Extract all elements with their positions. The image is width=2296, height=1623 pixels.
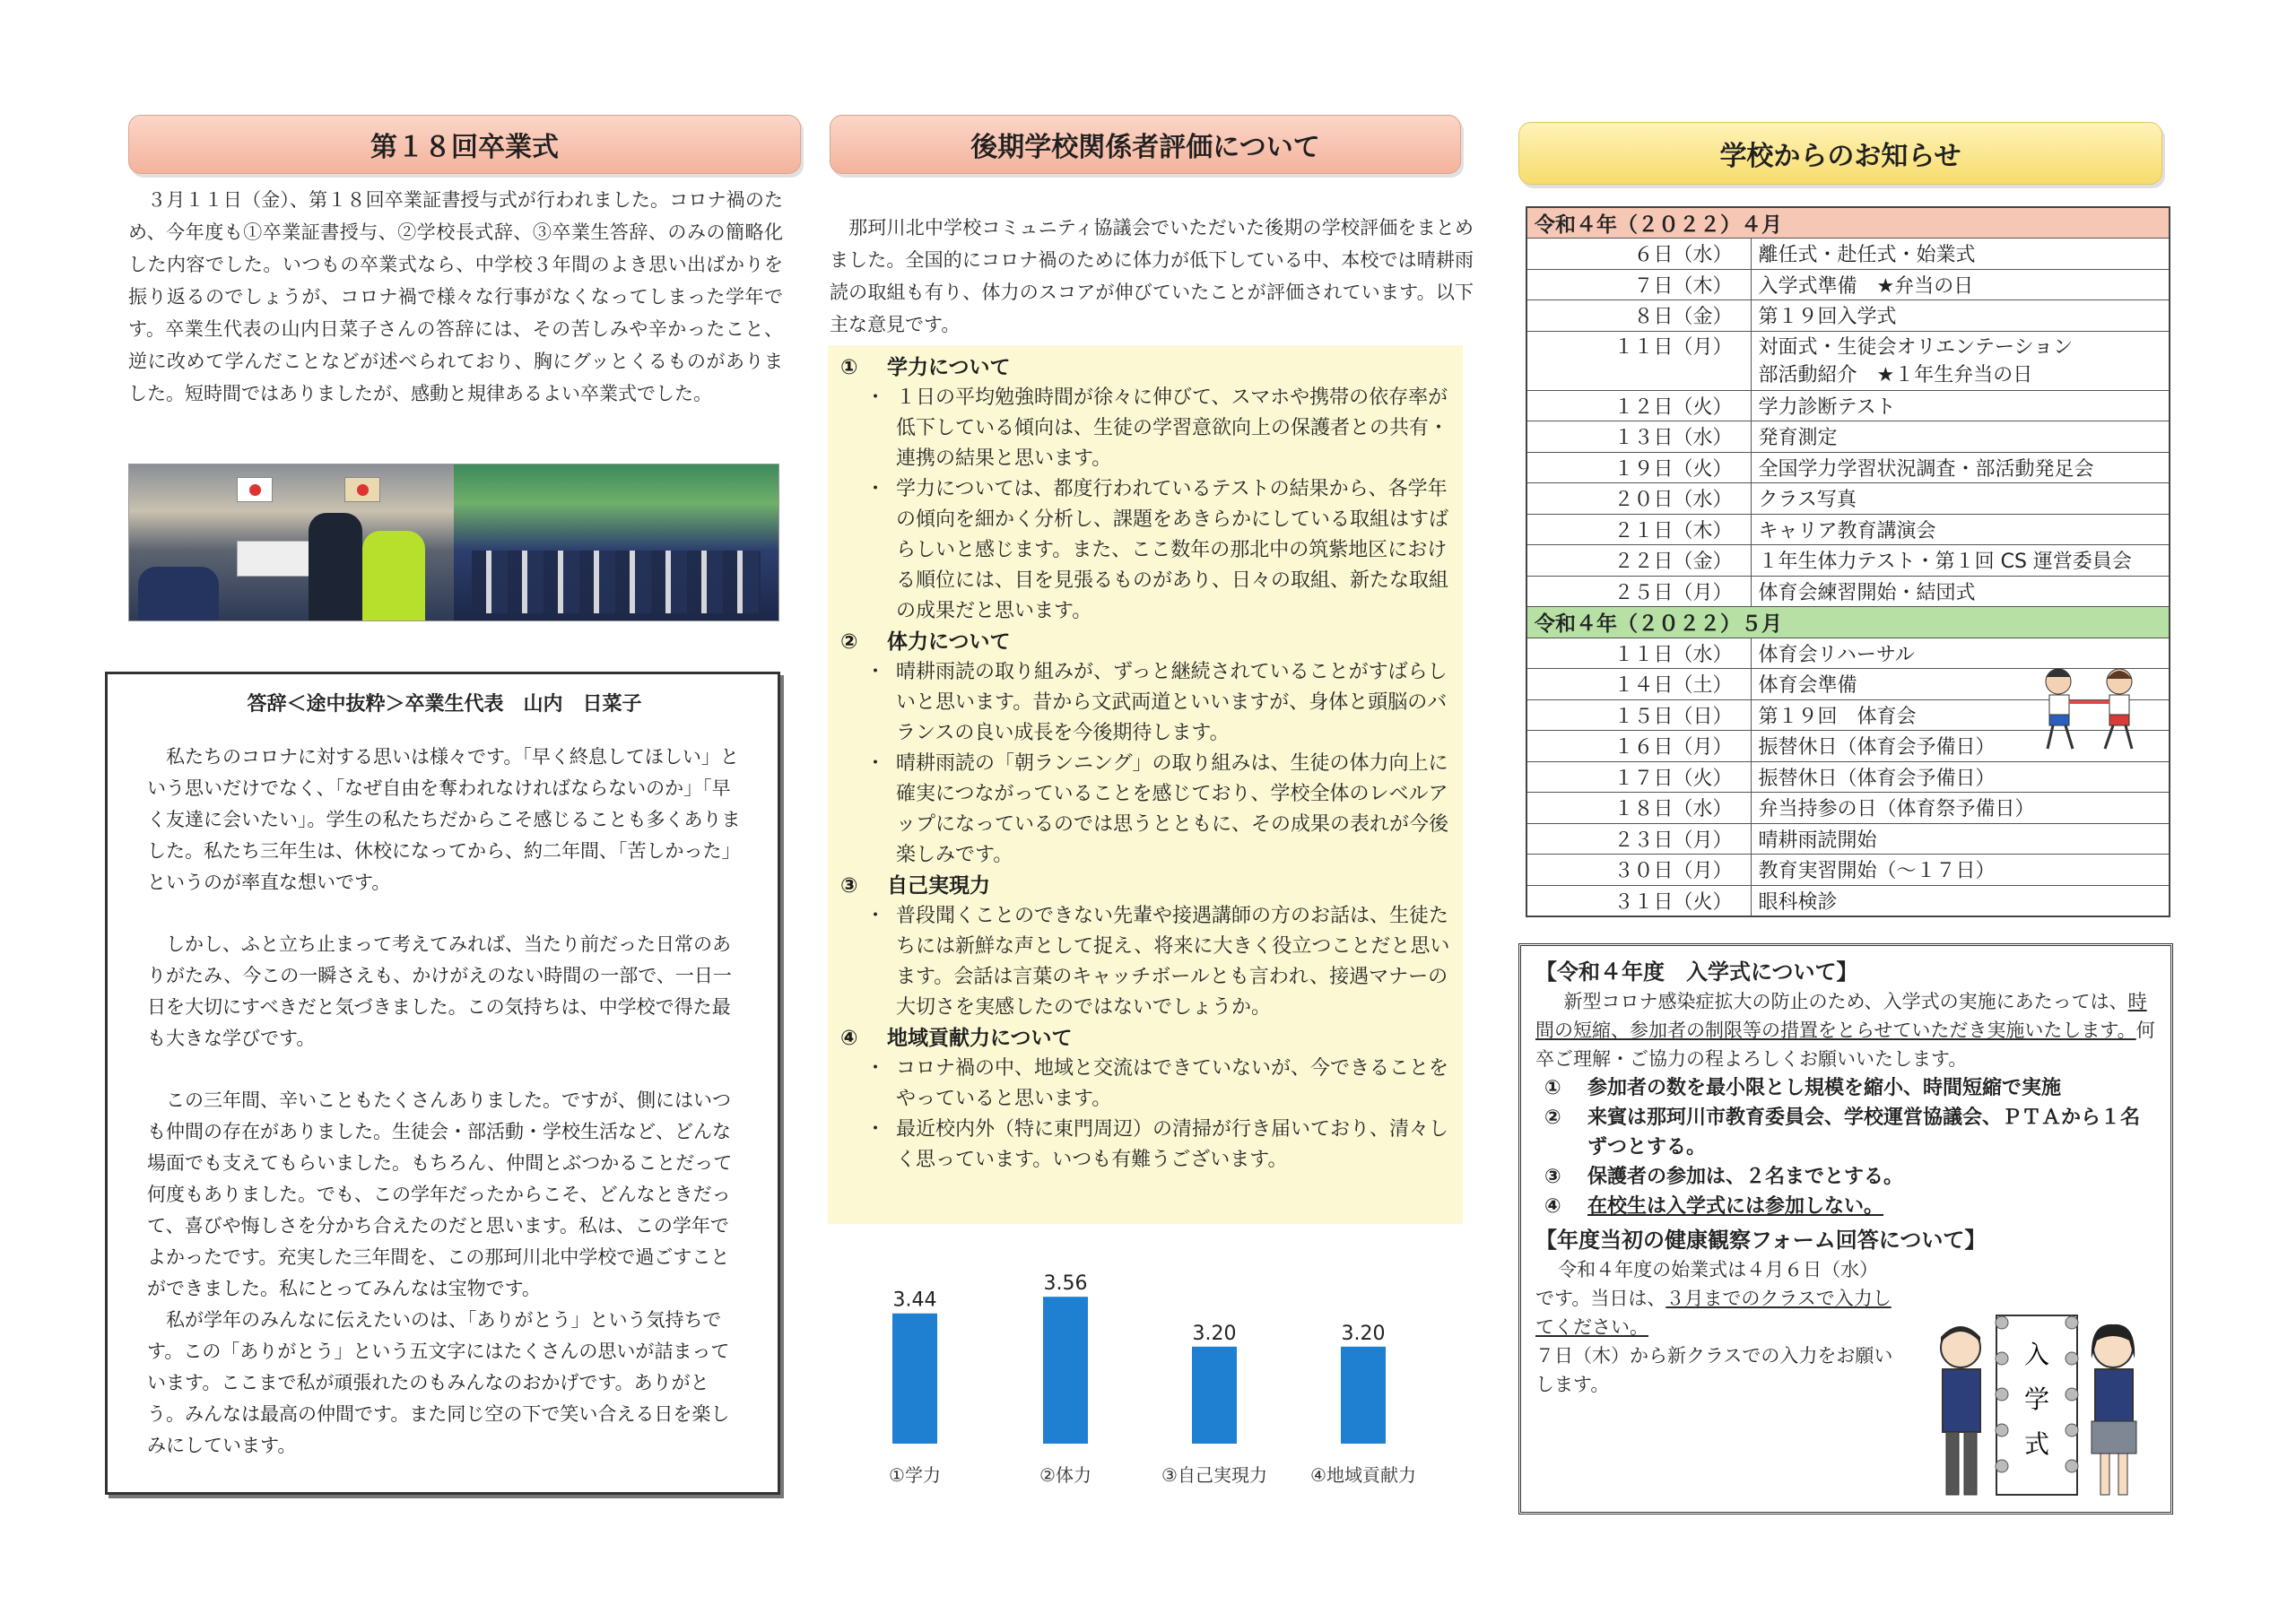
schedule-table	[1526, 206, 2170, 917]
speech-paragraph: しかし、ふと立ち止まって考えてみれば、当たり前だった日常のありがたみ、今この一瞬さえも、かけがえのない時間の一部で、一日一日を大切にすべきだと気づきました。この気持ちは、中学校で得た最も大きな学びです。	[147, 933, 732, 1049]
students-group-photo	[454, 464, 778, 621]
opinion-item: ・ 晴耕雨読の取り組みが、ずっと継続されていることがすばらしいと思います。昔から文武両道といいますが、身体と頭脳のバランスの良い成長を今後期待します。	[865, 661, 1448, 744]
schedule-date: ２０日（水）	[1526, 483, 1751, 515]
entrance-ceremony-illustration	[1925, 1305, 2149, 1509]
schedule-date: １６日（月）	[1526, 731, 1751, 762]
schedule-date: ２３日（月）	[1526, 823, 1751, 855]
health-form-title: 【年度当初の健康観察フォーム回答について】	[1535, 1228, 1987, 1253]
schedule-event: 全国学力学習状況調査・部活動発足会	[1751, 452, 2170, 483]
chart-value-label: 3.56	[1043, 1272, 1088, 1296]
schedule-event: 発育測定	[1751, 421, 2170, 453]
schedule-row	[1526, 514, 2170, 545]
schedule-date: ８日（金）	[1526, 300, 1751, 332]
schedule-event: 振替休日（体育会予備日）	[1751, 731, 2170, 762]
opinion-item: ・ 学力については、都度行われているテストの結果から、各学年の傾向を細かく分析し、課題をあきらかにしている取組はすばらしいと感じます。また、ここ数年の那北中の筑紫地区における順位には、目を見張るものがあり、日々の取組、新たな取組の成果だと思います。	[865, 478, 1449, 622]
schedule-event: 離任式・赴任式・始業式	[1751, 239, 2170, 270]
chart-value-label: 3.20	[1341, 1322, 1386, 1345]
chart-bar	[1043, 1297, 1088, 1444]
schedule-row	[1526, 269, 2170, 300]
health-form-text: 令和４年度の始業式は４月６日（水）です。当日は、３月までのクラスで入力してください。 ７日（木）から新クラスでの入力をお願いします。	[1535, 1259, 1893, 1395]
schedule-row	[1526, 452, 2170, 483]
schedule-date: ２１日（木）	[1526, 514, 1751, 545]
schedule-event: キャリア教育講演会	[1751, 514, 2170, 545]
schedule-event: 体育会リハーサル	[1751, 638, 2170, 669]
schedule-date: １９日（火）	[1526, 452, 1751, 483]
relay-children-illustration	[2022, 659, 2157, 758]
schedule-event: 体育会準備	[1751, 669, 2170, 700]
schedule-event: 晴耕雨読開始	[1751, 823, 2170, 855]
schedule-event: 振替休日（体育会予備日）	[1751, 761, 2170, 793]
schedule-row	[1526, 239, 2170, 270]
schedule-row	[1526, 576, 2170, 607]
schedule-row	[1526, 761, 2170, 793]
graduation-intro: ３月１１日（金）、第１８回卒業証書授与式が行われました。コロナ禍のため、今年度も①卒業証書授与、②学校長式辞、③卒業生答辞、のみの簡略化した内容でした。いつもの卒業式なら、中学校３年間のよき思い出ばかりを振り返るのでしょうが、コロナ禍で様々な行事がなくなってしまった学年です。卒業生代表の山内日菜子さんの答辞には、その苦しみや辛かったこと、逆に改めて学んだことなどが述べられており、胸にグッとくるものがありました。短時間ではありましたが、感動と規律あるよい卒業式でした。	[128, 189, 783, 404]
schedule-date: ３１日（火）	[1526, 885, 1751, 916]
opinion-heading: ③ 自己実現力	[840, 874, 990, 898]
entrance-notice-title: 【令和４年度 入学式について】	[1535, 959, 1858, 985]
schedule-date: １７日（火）	[1526, 761, 1751, 793]
schedule-date: ２２日（金）	[1526, 545, 1751, 577]
schedule-event: １年生体力テスト・第１回 CS 運営委員会	[1751, 545, 2170, 577]
month-row	[1526, 607, 2170, 638]
schedule-date: １１日（水）	[1526, 638, 1751, 669]
speech-paragraph: 私が学年のみんなに伝えたいのは、「ありがとう」という気持ちです。この「ありがとう」という五文字にはたくさんの思いが詰まっています。ここまで私が頑張れたのもみんなのおかげです。ありがとう。みんなは最高の仲間です。また同じ空の下で笑い合える日を楽しみにしています。	[147, 1309, 730, 1456]
graduation-photo	[128, 464, 779, 621]
schedule-event: 入学式準備 ★弁当の日	[1751, 269, 2170, 300]
notices-header: 学校からのお知らせ	[1518, 122, 2162, 185]
chart-category-label: ①学力	[889, 1464, 941, 1486]
chart-bar	[892, 1314, 937, 1444]
schedule-event: 学力診断テスト	[1751, 390, 2170, 421]
schedule-date: ６日（水）	[1526, 239, 1751, 270]
schedule-row	[1526, 545, 2170, 577]
opinion-item: ・ コロナ禍の中、地域と交流はできていないが、今できることをやっていると思います。	[865, 1057, 1449, 1110]
schedule-event: 対面式・生徒会オリエンテーション 部活動紹介 ★１年生弁当の日	[1751, 331, 2170, 390]
month-row	[1526, 207, 2170, 239]
chart-bar	[1192, 1347, 1237, 1444]
schedule-date: ３０日（月）	[1526, 855, 1751, 886]
schedule-event: 眼科検診	[1751, 885, 2170, 916]
schedule-event: 教育実習開始（～１７日）	[1751, 855, 2170, 886]
opinions-box	[828, 345, 1463, 1224]
schedule-row	[1526, 421, 2170, 453]
ceremony-stage-photo	[129, 464, 454, 621]
schedule-row	[1526, 885, 2170, 916]
schedule-date: １３日（水）	[1526, 421, 1751, 453]
schedule-event: 第１９回入学式	[1751, 300, 2170, 332]
schedule-date: １１日（月）	[1526, 331, 1751, 390]
chart-value-label: 3.44	[892, 1289, 937, 1312]
evaluation-intro: 那珂川北中学校コミュニティ協議会でいただいた後期の学校評価をまとめました。全国的にコロナ禍のために体力が低下している中、本校では晴耕雨読の取組も有り、体力のスコアが伸びていたことが評価されています。以下主な意見です。	[830, 217, 1474, 335]
schedule-date: ２５日（月）	[1526, 576, 1751, 607]
schedule-row	[1526, 331, 2170, 390]
evaluation-bar-chart	[852, 1251, 1462, 1502]
schedule-row	[1526, 793, 2170, 824]
opinion-item: ・ 晴耕雨読の「朝ランニング」の取り組みは、生徒の体力向上に確実につながっていることを感じており、学校全体のレベルアップになっているのでは思うとともに、その成果の表れが今後楽しみです。	[865, 752, 1449, 866]
schedule-date: １４日（土）	[1526, 669, 1751, 700]
notice-box	[1518, 943, 2173, 1515]
speech-title: 答辞＜途中抜粋＞卒業生代表 山内 日菜子	[247, 692, 642, 716]
speech-paragraph: 私たちのコロナに対する思いは様々です。「早く終息してほしい」という思いだけでなく、「なぜ自由を奪われなければならないのか」「早く友達に会いたい」。学生の私たちだからこそ感じることも多くありました。私たち三年生は、休校になってから、約二年間、「苦しかった」というのが率直な想いです。	[147, 746, 741, 893]
schedule-row	[1526, 300, 2170, 332]
chart-category-label: ④地域貢献力	[1310, 1464, 1416, 1486]
month-label: 令和４年（２０２２）５月	[1526, 607, 2170, 638]
schedule-date: １５日（日）	[1526, 699, 1751, 731]
opinion-item: ・ １日の平均勉強時間が徐々に伸びて、スマホや携帯の依存率が低下している傾向は、生徒の学習意欲向上の保護者との共有・連携の結果と思います。	[865, 386, 1449, 470]
schedule-row	[1526, 855, 2170, 886]
schedule-row	[1526, 390, 2170, 421]
schedule-date: ７日（木）	[1526, 269, 1751, 300]
speech-box	[105, 672, 780, 1495]
schedule-event: クラス写真	[1751, 483, 2170, 515]
chart-bar	[1341, 1347, 1386, 1444]
svg-text:式: 式	[2023, 1429, 2050, 1459]
month-label: 令和４年（２０２２）４月	[1526, 207, 2170, 239]
evaluation-header: 後期学校関係者評価について	[830, 115, 1461, 174]
opinion-item: ・ 最近校内外（特に東門周辺）の清掃が行き届いており、清々しく思っています。いつも有難うございます。	[865, 1118, 1449, 1171]
chart-category-label: ③自己実現力	[1161, 1464, 1267, 1486]
schedule-row	[1526, 483, 2170, 515]
schedule-event: 第１９回 体育会	[1751, 699, 2170, 731]
opinion-heading: ② 体力について	[840, 630, 1011, 654]
schedule-event: 弁当持参の日（体育祭予備日）	[1751, 793, 2170, 824]
notice-item: ③ 保護者の参加は、２名までとする。	[1544, 1166, 1904, 1188]
schedule-date: １２日（火）	[1526, 390, 1751, 421]
schedule-date: １８日（水）	[1526, 793, 1751, 824]
notice-item: ④ 在校生は入学式には参加しない。	[1544, 1195, 1884, 1218]
notice-item: ② 来賓は那珂川市教育委員会、学校運営協議会、ＰＴＡから１名ずつとする。	[1544, 1107, 2141, 1159]
opinion-heading: ① 学力について	[840, 356, 1011, 379]
speech-text	[147, 742, 742, 1462]
speech-paragraph: この三年間、辛いこともたくさんありました。ですが、側にはいつも仲間の存在がありました。生徒会・部活動・学校生活など、どんな場面でも支えてもらいました。もちろん、仲間とぶつかることだって何度もありました。でも、この学年だったからこそ、どんなときだって、喜びや悔しさを分かち合えたのだと思います。私は、この学年でよかったです。充実した三年間を、この那珂川北中学校で過ごすことができました。私にとってみんなは宝物です。	[147, 1089, 733, 1299]
graduation-header: 第１８回卒業式	[128, 115, 801, 174]
schedule-row	[1526, 823, 2170, 855]
schedule-event: 体育会練習開始・結団式	[1751, 576, 2170, 607]
svg-text:学: 学	[2023, 1384, 2050, 1414]
entrance-notice-text: 新型コロナ感染症拡大の防止のため、入学式の実施にあたっては、時間の短縮、参加者の制限等の措置をとらせていただき実施いたします。何卒ご理解・ご協力の程よろしくお願いいたします。	[1535, 991, 2155, 1070]
opinion-heading: ④ 地域貢献力について	[840, 1027, 1073, 1050]
svg-text:入: 入	[2023, 1340, 2050, 1369]
opinion-item: ・ 普段聞くことのできない先輩や接遇講師の方のお話は、生徒たちには新鮮な声として捉え、将来に大きく役立つことだと思います。会話は言葉のキャッチボールとも言われ、接遇マナーの大切さを実感したのではないでしょうか。	[865, 905, 1450, 1019]
chart-category-label: ②体力	[1039, 1464, 1091, 1486]
chart-value-label: 3.20	[1192, 1322, 1237, 1345]
notice-item: ① 参加者の数を最小限とし規模を縮小、時間短縮で実施	[1544, 1077, 2062, 1099]
